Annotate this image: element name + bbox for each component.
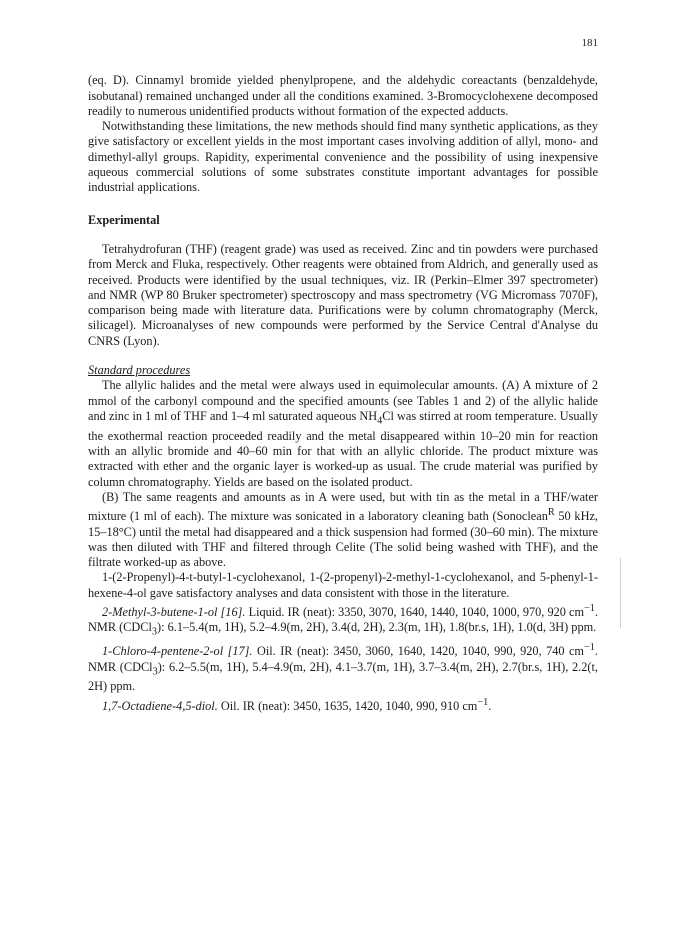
compound-superscript: −1 [584, 603, 595, 615]
document-page [88, 36, 598, 714]
compound-text-3: ): 6.2–5.5(m, 1H), 5.4–4.9(m, 2H), 4.1–3.7(m, 1H), 3.7–3.4(m, 2H), 2.7(br.s, 1H), 2.2(t, 2H) ppm. [88, 659, 598, 694]
procedure-a-text-2: Cl was stirred at room temperature. Usually the exothermal reaction proceeded readily and the metal disappeared within 10–20 min for reaction with an allylic bromide and 40–60 min for that with an allylic chloride. The product mixture was extracted with ether and the organic layer is worked-up as usual. The crude material was purified by column chromatography. Yields are based on the isolated product. [88, 408, 598, 489]
compound-entry [88, 601, 598, 640]
compound-text-2: . NMR (CDCl [88, 605, 599, 635]
procedure-b-text-2: 50 kHz, 15–18°C) until the metal had disappeared and a thick suspension had formed (30–60 min). The mixture was then diluted with THF and filtered through Celite (The solid being washed with THF), and the filtrate worked-up as above. [88, 509, 598, 570]
compound-text-1: Oil. IR (neat): 3450, 3060, 1640, 1420, 1040, 990, 920, 740 cm [252, 644, 584, 659]
procedure-b-superscript: R [547, 507, 555, 519]
procedure-a-subscript: 4 [377, 415, 383, 427]
compound-subscript: 3 [152, 666, 158, 678]
experimental-paragraph: Tetrahydrofuran (THF) (reagent grade) was used as received. Zinc and tin powders were purchased from Merck and Fluka, respectively. Other reagents were obtained from Aldrich, and generally used as received. Products were identified by the usual techniques, viz. IR (Perkin–Elmer 397 spectrometer) and NMR (WP 80 Bruker spectrometer) spectroscopy and mass spectrometry (VG Micromass 7070F), comparison being made with literature data. Purifications were by column chromatography (Merck, silicagel). Microanalyses of new compounds were performed by the Service Central d'Analyse du CNRS (Lyon). [88, 241, 598, 348]
compound-superscript: −1 [477, 696, 489, 708]
compound-name: 1-Chloro-4-pentene-2-ol [17]. [102, 644, 253, 659]
procedure-c-paragraph: 1-(2-Propenyl)-4-t-butyl-1-cyclohexanol, 1-(2-propenyl)-2-methyl-1-cyclohexanol, and 5-phenyl-1-hexene-4-ol gave satisfactory analyses and data consistent with those in the literature. [88, 570, 598, 600]
procedure-b-paragraph [88, 490, 598, 571]
intro-paragraph-1: (eq. D). Cinnamyl bromide yielded phenylpropene, and the aldehydic coreactants (benzaldehyde, isobutanal) remained unchanged under all the conditions examined. 3-Bromocyclohexene decomposed readily to numerous unidentified products without formation of the expected adducts. [88, 73, 598, 118]
compound-text-2: . [488, 698, 492, 713]
compound-text-1: Liquid. IR (neat): 3350, 3070, 1640, 1440, 1040, 1000, 970, 920 cm [245, 605, 585, 620]
compound-name: 2-Methyl-3-butene-1-ol [16]. [102, 605, 246, 620]
compound-name: 1,7-Octadiene-4,5-diol. [102, 698, 218, 713]
compound-entry [88, 640, 598, 694]
compound-text-3: ): 6.1–5.4(m, 1H), 5.2–4.9(m, 2H), 3.4(d, 2H), 2.3(m, 1H), 1.8(br.s, 1H), 1.0(d, 3H) ppm. [157, 620, 597, 635]
compound-subscript: 3 [151, 626, 158, 638]
procedure-a-paragraph [88, 378, 598, 490]
compound-entry [88, 695, 598, 714]
compound-text-1: Oil. IR (neat): 3450, 1635, 1420, 1040, 990, 910 cm [217, 698, 478, 713]
margin-mark [620, 558, 621, 628]
procedure-b-text-1: (B) The same reagents and amounts as in A were used, but with tin as the metal in a THF/water mixture (1 ml of each). The mixture was sonicated in a laboratory cleaning bath (Sonoclean [88, 489, 598, 524]
intro-paragraph-2: Notwithstanding these limitations, the new methods should find many synthetic applications, as they give satisfactory or excellent yields in the most important cases involving addition of allyl, mono- and dimethyl-allyl groups. Rapidity, experimental convenience and the possibility of using inexpensive aqueous commercial solutions of some substrates constitute important advantages for possible industrial applications. [88, 119, 598, 195]
compound-superscript: −1 [584, 642, 595, 654]
standard-procedures-heading: Standard procedures [88, 363, 191, 378]
compound-text-2: . NMR (CDCl [88, 644, 598, 674]
experimental-heading: Experimental [88, 212, 160, 227]
page-number: 181 [581, 37, 598, 49]
procedure-a-text-1: The allylic halides and the metal were always used in equimolecular amounts. (A) A mixture of 2 mmol of the carbonyl compound and the specified amounts (see Tables 1 and 2) of the allylic halide and zinc in 1 ml of THF and 1–4 ml saturated aqueous NH [88, 378, 598, 423]
